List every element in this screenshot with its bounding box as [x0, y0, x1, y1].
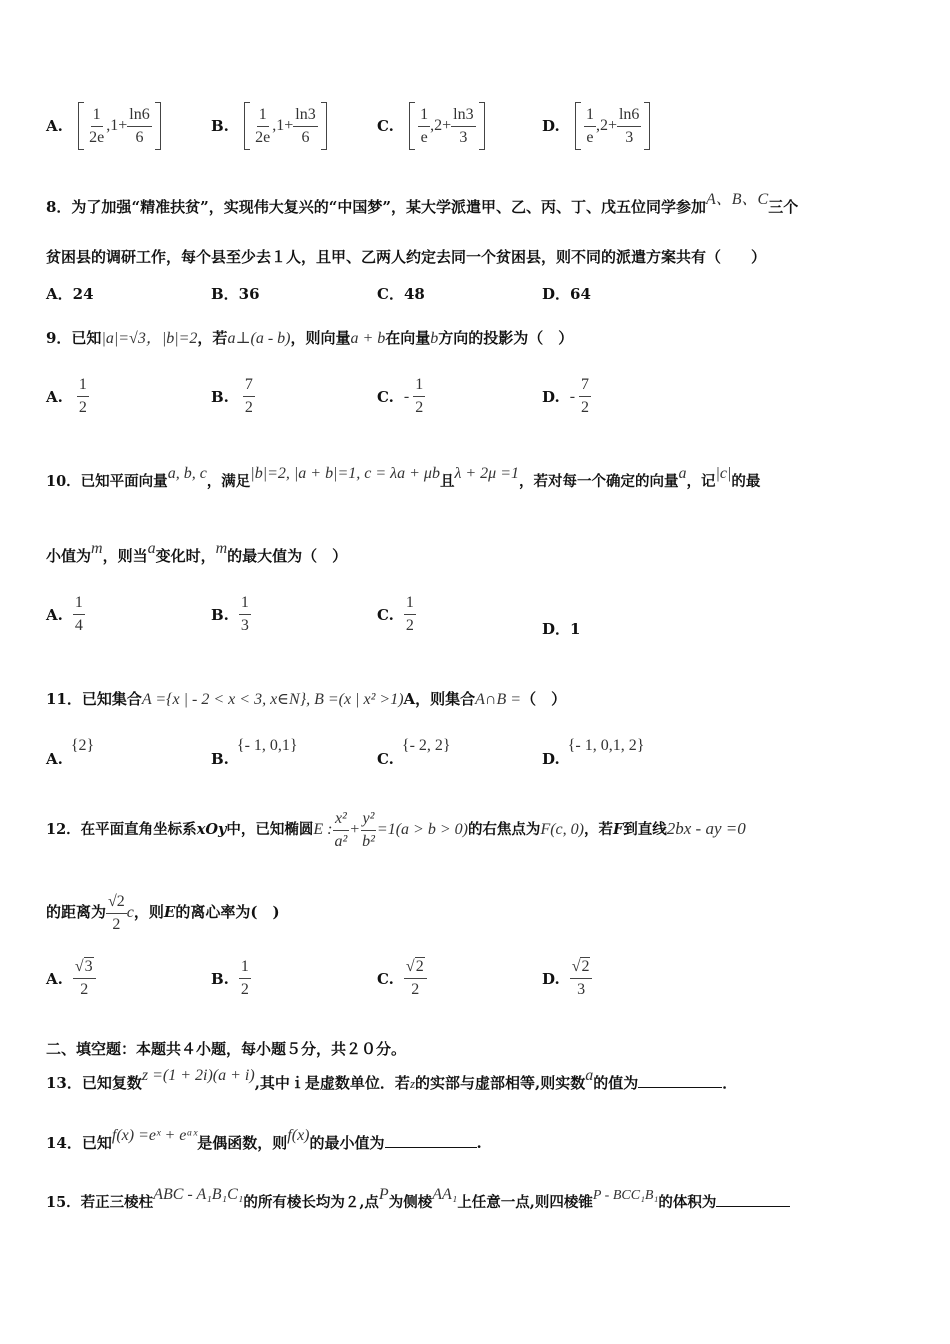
q11-option-b[interactable]: B.{- 1, 0,1} [211, 737, 298, 768]
q14-stem: 14．已知f(x) =eˣ + eᵃˣ是偶函数，则f(x)的最小值为 . [46, 1127, 482, 1152]
q11-stem: 11．已知集合A ={x | - 2 < x < 3, x∈N}, B =(x | x² >1)A，则集合A∩B =（ ） [46, 690, 567, 708]
q9-option-d[interactable]: D. - $\frac{7}{2}$ [542, 376, 590, 416]
option-label: C. [377, 117, 394, 135]
option-label: D. [542, 117, 560, 135]
q12-option-c[interactable]: C. $\frac{√2}{2}$ [377, 958, 427, 999]
q8-option-b[interactable]: B．36 [211, 285, 260, 303]
q10-option-d[interactable]: D．1 [542, 620, 581, 638]
q12-stem-line2: 的距离为 $\frac{√2}{2}$ c，则E的离心率为( ) [46, 892, 280, 933]
q13-stem: 13．已知复数z =(1 + 2i)(a + i),其中ｉ是虚数单位．若z的实部与虚部相等,则实数a的值为 ． [46, 1067, 738, 1092]
q9-option-b[interactable]: B. $\frac{7}{2}$ [211, 376, 253, 416]
answer-blank[interactable] [638, 1087, 722, 1088]
q7-option-d[interactable] [542, 102, 650, 150]
q11-option-c[interactable]: C.{- 2, 2} [377, 737, 451, 768]
q10-option-a[interactable]: A. $\frac{1}{4}$ [46, 594, 83, 634]
q12-option-d[interactable]: D. $\frac{√2}{3}$ [542, 958, 592, 999]
interval-expression: $\frac{1}{e}$ ,2+ $\frac{\ln 6}{3}$ [575, 102, 650, 150]
q10-stem-line1: 10．已知平面向量a, b, c，满足|b|=2, |a + b|=1, c = λa + μb且λ + 2μ =1，若对每一个确定的向量a，记|c|的最 [46, 465, 761, 490]
q12-option-a[interactable]: A. $\frac{√3}{2}$ [46, 958, 96, 999]
q8-option-a[interactable]: A．24 [46, 285, 94, 303]
q7-option-b[interactable] [211, 102, 327, 150]
q15-stem: 15．若正三棱柱ABC - A₁B₁C₁的所有棱长均为２,点P为侧棱AA₁上任意一点,则四棱锥P - BCC₁B₁的体积为 [46, 1194, 790, 1213]
q8-stem-line1: 8．为了加强“精准扶贫”，实现伟大复兴的“中国梦”，某大学派遣甲、乙、丙、丁、戊五位同学参加A、B、C三个 [46, 191, 799, 216]
answer-blank[interactable] [385, 1147, 477, 1148]
q9-option-a[interactable]: A. $\frac{1}{2}$ [46, 376, 87, 416]
q10-stem-line2: 小值为m，则当a变化时，m的最大值为（ ） [46, 540, 348, 565]
q10-option-c[interactable]: C. $\frac{1}{2}$ [377, 594, 414, 634]
section-heading-fill-in: 二、填空题：本题共４小题，每小题５分，共２０分。 [46, 1040, 407, 1058]
option-label: A. [46, 117, 63, 135]
q7-option-a[interactable] [46, 102, 161, 150]
q9-stem: 9．已知|a|=√3，|b|=2，若a⊥(a - b)，则向量a + b在向量b方向的投影为（ ） [46, 329, 574, 347]
interval-expression: $\frac{1}{2e}$ ,1+ $\frac{\ln 6}{6}$ [78, 102, 161, 150]
q11-option-a[interactable]: A.{2} [46, 737, 95, 768]
q8-stem-line2: 贫困县的调研工作，每个县至少去１人，且甲、乙两人约定去同一个贫困县，则不同的派遣方案共有（ ） [46, 248, 767, 266]
q7-option-c[interactable] [377, 102, 485, 150]
option-label: B. [211, 117, 229, 135]
interval-expression: $\frac{1}{e}$ ,2+ $\frac{\ln 3}{3}$ [409, 102, 484, 150]
q11-option-d[interactable]: D.{- 1, 0,1, 2} [542, 737, 645, 768]
q12-option-b[interactable]: B. $\frac{1}{2}$ [211, 958, 249, 998]
math-abc: A、B、C [705, 191, 769, 208]
q8-option-c[interactable]: C．48 [377, 285, 425, 303]
q9-option-c[interactable]: C. - $\frac{1}{2}$ [377, 376, 424, 416]
answer-blank[interactable] [716, 1206, 790, 1207]
interval-expression: $\frac{1}{2e}$ ,1+ $\frac{\ln 3}{6}$ [244, 102, 327, 150]
q10-option-b[interactable]: B. $\frac{1}{3}$ [211, 594, 249, 634]
q8-option-d[interactable]: D．64 [542, 285, 591, 303]
q12-stem-line1: 12．在平面直角坐标系xOy中，已知椭圆E : $\frac{\text{x²}}{\text{a²}}$ + $\frac{\text{y²}}{\text{b²}}$ =1(a > b > 0)的右焦点为F(c, 0)，若F到直线2bx - ay =0 [46, 809, 746, 850]
